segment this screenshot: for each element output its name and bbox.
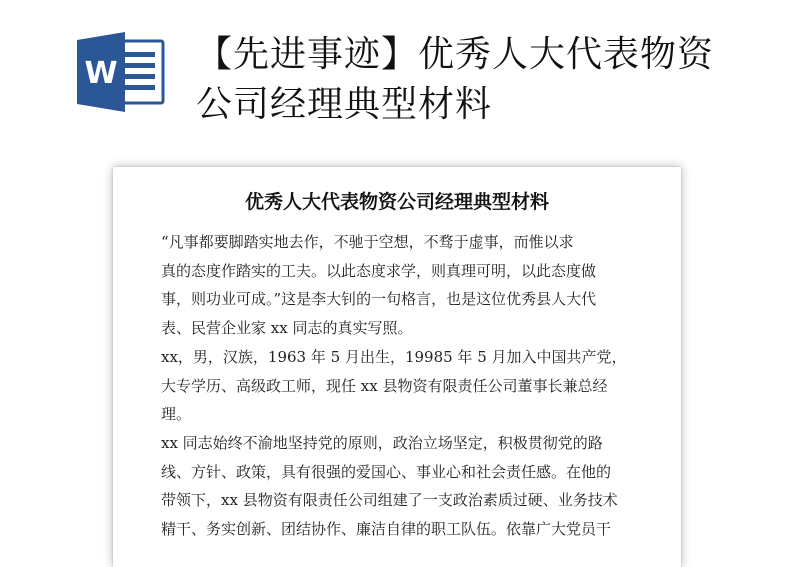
document-title: 优秀人大代表物资公司经理典型材料 [244, 191, 549, 213]
page-title-line: 公司经理典型材料 [196, 84, 493, 125]
text-line: 理。 [161, 405, 192, 424]
text-line: 大专学历、高级政工师，现任 xx 县物资有限责任公司董事长兼总经 [161, 376, 608, 395]
text-line: 带领下，xx 县物资有限责任公司组建了一支政治素质过硬、业务技术 [161, 491, 618, 510]
text-line: xx，男，汉族，1963 年 5 月出生，19985 年 5 月加入中国共产党， [161, 348, 627, 366]
paragraph [161, 343, 641, 429]
text-line: 精干、务实创新、团结协作、廉洁自律的职工队伍。依靠广大党员干 [161, 520, 612, 539]
text-line: 线、方针、政策，具有很强的爱国心、事业心和社会责任感。在他的 [161, 462, 612, 481]
text-line: xx 同志始终不渝地坚持党的原则，政治立场坚定，积极贯彻党的路 [161, 434, 603, 452]
page-title [196, 30, 776, 130]
page-title-line: 【先进事迹】优秀人大代表物资 [196, 34, 715, 75]
text-line: 事，则功业可成。”这是李大钊的一句格言，也是这位优秀县人大代 [161, 290, 597, 309]
word-doc-icon [75, 32, 165, 112]
svg-text:W: W [84, 56, 118, 91]
paragraph [161, 228, 641, 343]
text-line: 表、民营企业家 xx 同志的真实写照。 [161, 319, 413, 338]
paragraph [161, 429, 641, 544]
document-preview [113, 167, 681, 567]
text-line: 真的态度作踏实的工夫。以此态度求学，则真理可明，以此态度做 [161, 261, 597, 280]
text-line: “凡事都要脚踏实地去作，不驰于空想，不骛于虚事，而惟以求 [161, 233, 574, 251]
